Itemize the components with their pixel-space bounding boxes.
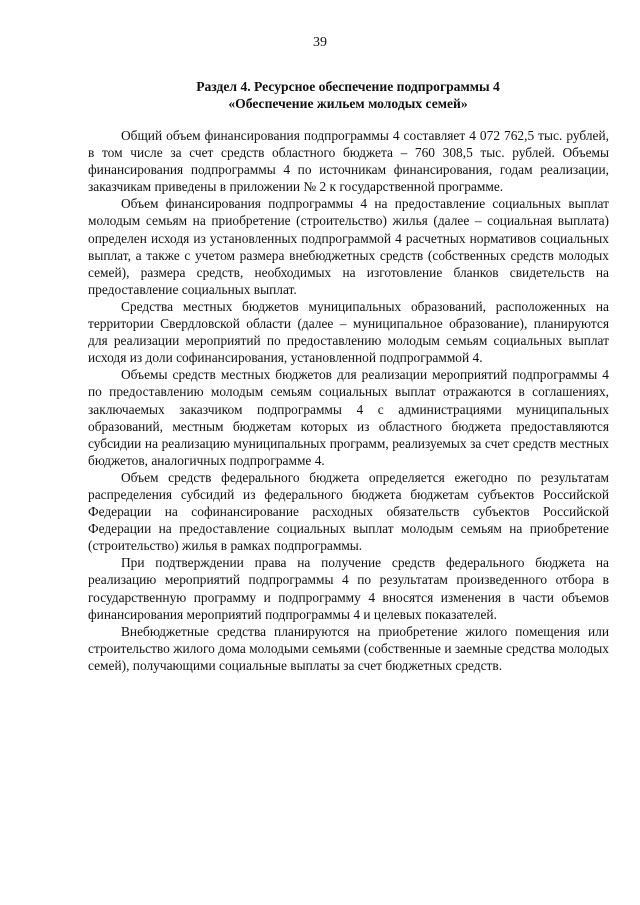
paragraph-financing-total: Общий объем финансирования подпрограммы 4 составляет 4 072 762,5 тыс. рублей, в том числе за счет средств областного бюджета – 760 308,5 тыс. рублей. Объемы финансирования подпрограммы 4 по источникам финансирования, годам реализации, заказчикам приведены в приложении № 2 к государственной программе. <box>88 128 609 195</box>
paragraph-federal-budget: Объем средств федерального бюджета определяется ежегодно по результатам распределения субсидий из федерального бюджета бюджетам субъектов Российской Федерации на софинансирование расходных обязательств субъектов Российской Федерации на предоставление социальных выплат молодым семьям на приобретение (строительство) жилья в рамках подпрограммы. <box>88 469 609 554</box>
section-heading-line-1: Раздел 4. Ресурсное обеспечение подпрограммы 4 <box>196 79 500 94</box>
body-text <box>88 127 609 674</box>
section-heading <box>88 78 608 112</box>
section-heading-line-2: «Обеспечение жильем молодых семей» <box>228 96 468 111</box>
paragraph-social-payments: Объем финансирования подпрограммы 4 на предоставление социальных выплат молодым семьям на приобретение (строительство) жилья (далее – социальная выплата) определен исходя из установленных подпрограммой 4 расчетных нормативов социальных выплат, а также с учетом размера внебюджетных средств (собственных средств молодых семей), размера средств, необходимых на изготовление бланков свидетельств на предоставление социальных выплат. <box>88 196 609 297</box>
paragraph-local-budget-volumes: Объемы средств местных бюджетов для реализации мероприятий подпрограммы 4 по предоставлению молодым семьям социальных выплат отражаются в соглашениях, заключаемых заказчиком подпрограммы 4 с администрациями муниципальных образований, местным бюджетам которых из областного бюджета предоставляются субсидии на реализацию муниципальных программ, реализуемых за счет средств местных бюджетов, аналогичных подпрограмме 4. <box>88 367 609 468</box>
paragraph-local-budgets: Средства местных бюджетов муниципальных образований, расположенных на территории Свердловской области (далее – муниципальное образование), планируются для реализации мероприятий по предоставлению молодым семьям социальных выплат исходя из доли софинансирования, установленной подпрограммой 4. <box>88 298 609 366</box>
page-number: 39 <box>313 35 327 50</box>
paragraph-federal-confirmation: При подтверждении права на получение средств федерального бюджета на реализацию мероприятий подпрограммы 4 по результатам произведенного отбора в государственную программу и подпрограмму 4 вносятся изменения в части объемов финансирования мероприятий подпрограммы 4 и целевых показателей. <box>88 555 609 622</box>
paragraph-extra-budgetary: Внебюджетные средства планируются на приобретение жилого помещения или строительство жилого дома молодыми семьями (собственные и заемные средства молодых семей), получающими социальные выплаты за счет бюджетных средств. <box>88 623 609 673</box>
